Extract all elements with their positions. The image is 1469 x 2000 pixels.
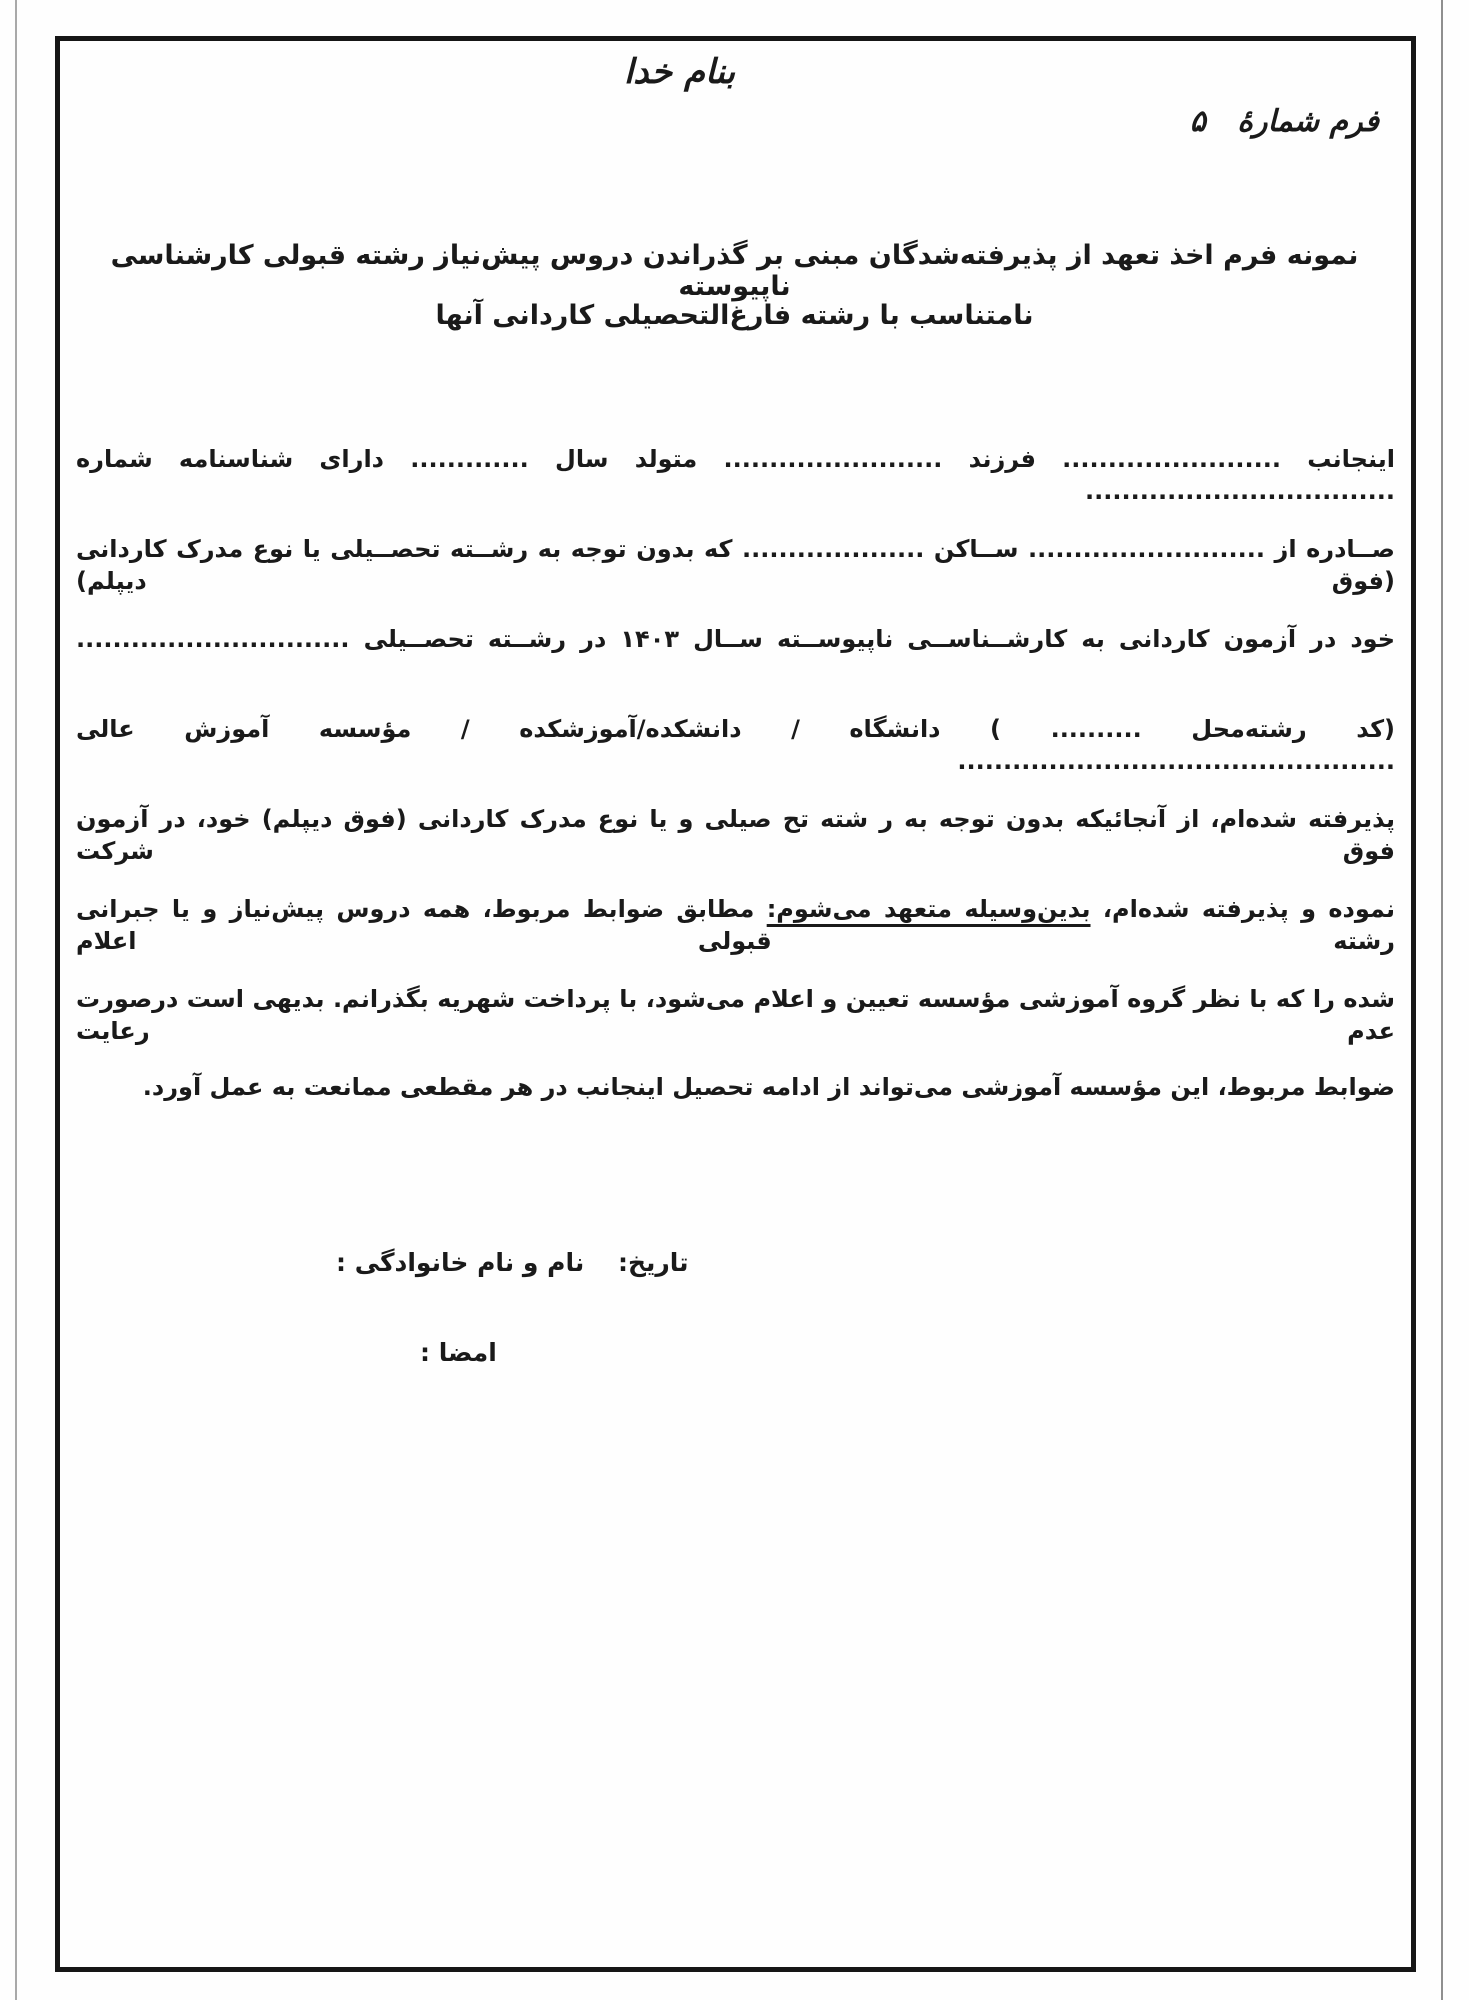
form-line-issued-residence: صــادره از .......................... ســاکن .................... که بدون توجه به رشــته تحصــیلی یا نوع مدرک کاردانی (فوق دیپلم): [76, 535, 1395, 596]
form-paragraph-line-4: ضوابط مربوط، این مؤسسه آموزشی می‌تواند از ادامه تحصیل اینجانب در هر مقطعی ممانعت به عمل آورد.: [142, 1073, 1395, 1101]
commitment-text-pre: نموده و پذیرفته شده‌ام،: [1090, 895, 1396, 923]
form-number-label: فرم شمارۀ ۵: [1189, 104, 1379, 139]
form-paragraph-line-3: شده را که با نظر گروه آموزشی مؤسسه تعیین و اعلام می‌شود، با پرداخت شهریه بگذرانم. بدیهی است درصورت عدم رعایت: [76, 985, 1395, 1046]
date-label: تاریخ:: [618, 1248, 689, 1277]
fullname-label: نام و نام خانوادگی :: [336, 1248, 585, 1277]
form-line-exam-year-field: خود در آزمون کاردانی به کارشــناســی ناپیوســته ســال ۱۴۰۳ در رشــته تحصــیلی ..............................: [76, 625, 1396, 653]
form-line-institution-field: (کد رشته‌محل .......... ) دانشگاه / دانشکده/آموزشکده / مؤسسه آموزش عالی ................................................: [76, 715, 1395, 776]
page-scan-edge-left: [15, 0, 17, 2000]
form-title-line-1: نمونه فرم اخذ تعهد از پذیرفته‌شدگان مبنی بر گذراندن دروس پیش‌نیاز رشته قبولی کارشناسی ناپیوسته: [110, 240, 1359, 302]
form-paragraph-line-2: [76, 893, 1395, 958]
bismillah-header: بنام خدا: [623, 52, 736, 92]
form-line-applicant-name: اینجانب ........................ فرزند ........................ متولد سال ............. دارای شناسنامه شماره ..................................: [76, 445, 1395, 506]
commitment-underlined-phrase: بدین‌وسیله متعهد می‌شوم:: [766, 895, 1091, 923]
commitment-text-post: مطابق ضوابط مربوط، همه دروس پیش‌نیاز و یا جبرانی رشته قبولی اعلام: [76, 895, 1395, 956]
form-paragraph-line-1: پذیرفته شده‌ام، از آنجائیکه بدون توجه به ر شته تح صیلی و یا نوع مدرک کاردانی (فوق دیپلم) خود، در آزمون فوق شرکت: [76, 805, 1395, 866]
signature-label: امضا :: [420, 1338, 497, 1367]
page-scan-edge-right: [1441, 0, 1443, 2000]
form-title-line-2: نامتناسب با رشته فارغ‌التحصیلی کاردانی آنها: [435, 300, 1034, 331]
